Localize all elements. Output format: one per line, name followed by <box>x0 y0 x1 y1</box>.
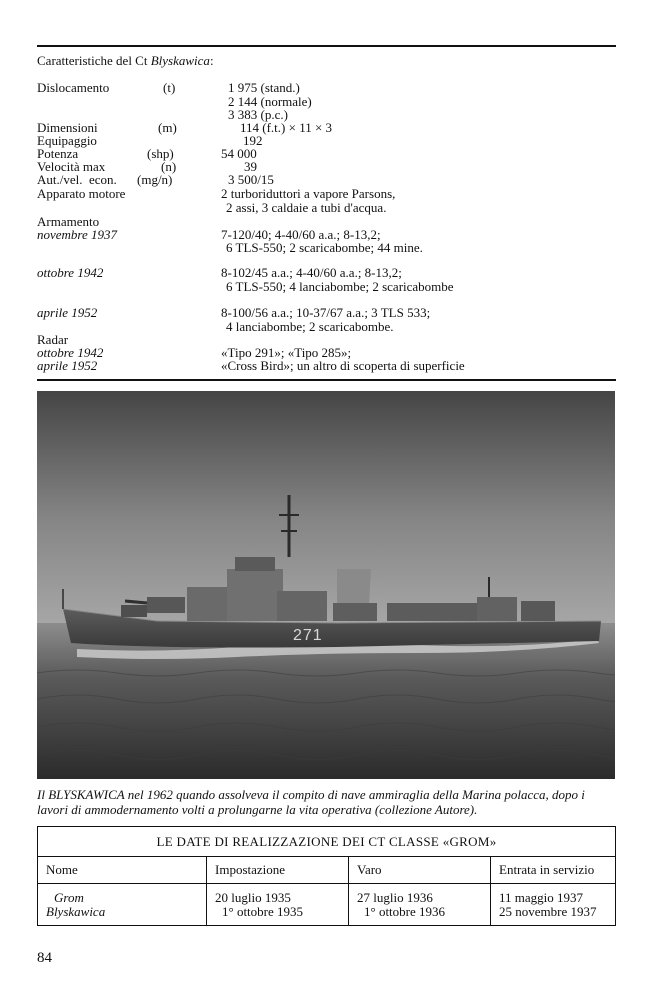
col-header-launched: Varo <box>349 857 491 884</box>
col-header-commissioned: Entrata in servizio <box>491 857 616 884</box>
date-value: 25 novembre 1937 <box>499 904 597 919</box>
armament-date: novembre 1937 <box>37 227 118 242</box>
radar-value: «Tipo 291»; «Tipo 285»; <box>221 345 352 360</box>
armament-value: 4 lanciabombe; 2 scaricabombe. <box>226 319 394 334</box>
date-value: 1° ottobre 1935 <box>222 904 304 919</box>
spec-value: 54 000 <box>221 146 257 161</box>
spec-label: Dislocamento <box>37 80 110 95</box>
spec-label: Potenza <box>37 146 79 161</box>
spec-value: 2 assi, 3 caldaie a tubi d'acqua. <box>226 200 387 215</box>
date-value: 11 maggio 1937 <box>499 890 584 905</box>
specs-bottom-rule <box>37 379 616 381</box>
photo-caption <box>37 787 617 817</box>
specs-heading-ship: Blyskawica <box>150 53 210 68</box>
cell-name <box>38 884 207 926</box>
date-value: 27 luglio 1936 <box>357 890 433 905</box>
radar-date: aprile 1952 <box>37 358 98 373</box>
armament-value: 8-100/56 a.a.; 10-37/67 a.a.; 3 TLS 533; <box>221 305 431 320</box>
cell-launched <box>349 884 491 926</box>
caption-ship: Il BLYSKAWICA <box>37 787 125 802</box>
specs-heading-suffix: : <box>209 53 214 68</box>
armament-value: 7-120/40; 4-40/60 a.a.; 8-13,2; <box>221 227 381 242</box>
spec-unit: (m) <box>158 120 177 135</box>
spec-value: 192 <box>243 133 263 148</box>
page-number: 84 <box>37 950 52 966</box>
spec-unit: (t) <box>163 80 176 95</box>
table-title: LE DATE DI REALIZZAZIONE DEI CT CLASSE «GROM» <box>38 827 616 857</box>
spec-label: Dimensioni <box>37 120 98 135</box>
spec-unit: (shp) <box>147 146 174 161</box>
cell-laid-down <box>207 884 349 926</box>
spec-unit: (mg/n) <box>137 172 173 187</box>
cell-commissioned <box>491 884 616 926</box>
armament-date: ottobre 1942 <box>37 265 104 280</box>
date-value: 20 luglio 1935 <box>215 890 291 905</box>
armament-label: Armamento <box>37 214 100 229</box>
col-header-name: Nome <box>38 857 207 884</box>
spec-value: 2 turboriduttori a vapore Parsons, <box>221 186 396 201</box>
table-title-row <box>38 827 616 857</box>
spec-value: 114 (f.t.) × 11 × 3 <box>240 120 333 135</box>
ship-name: Blyskawica <box>46 904 106 919</box>
caption-text: nel 1962 quando assolveva il compito di nave ammiraglia della Marina polacca, dopo i lavori di ammodernamento volti a prolungarne la vita operativa (collezione Autore). <box>37 787 585 817</box>
specs-heading-prefix: Caratteristiche del Ct <box>37 53 151 68</box>
radar-value: «Cross Bird»; un altro di scoperta di superficie <box>221 358 465 373</box>
ship-photo-image <box>37 391 615 779</box>
spec-value: 3 500/15 <box>228 172 274 187</box>
spec-label: Aut./vel. econ. <box>37 172 117 187</box>
radar-date: ottobre 1942 <box>37 345 104 360</box>
spec-value: 2 144 (normale) <box>228 94 312 109</box>
hull-number: 271 <box>293 627 323 644</box>
spec-label: Equipaggio <box>37 133 97 148</box>
construction-dates-table <box>37 826 616 926</box>
armament-value: 6 TLS-550; 4 lanciabombe; 2 scaricabombe <box>226 279 454 294</box>
spec-value: 1 975 (stand.) <box>228 80 300 95</box>
armament-date: aprile 1952 <box>37 305 98 320</box>
spec-unit: (n) <box>161 159 177 174</box>
spec-value: 39 <box>244 159 257 174</box>
col-header-laid-down: Impostazione <box>207 857 349 884</box>
spec-label: Apparato motore <box>37 186 126 201</box>
ship-photograph <box>37 391 615 779</box>
armament-value: 6 TLS-550; 2 scaricabombe; 44 mine. <box>226 240 423 255</box>
ship-name: Grom <box>54 890 84 905</box>
date-value: 1° ottobre 1936 <box>364 904 446 919</box>
top-rule <box>37 45 616 47</box>
table-header-row <box>38 857 616 884</box>
table-row <box>38 884 616 926</box>
spec-label: Velocità max <box>37 159 106 174</box>
spec-value: 3 383 (p.c.) <box>228 107 288 122</box>
armament-value: 8-102/45 a.a.; 4-40/60 a.a.; 8-13,2; <box>221 265 402 280</box>
specs-heading <box>37 54 214 68</box>
radar-label: Radar <box>37 332 69 347</box>
